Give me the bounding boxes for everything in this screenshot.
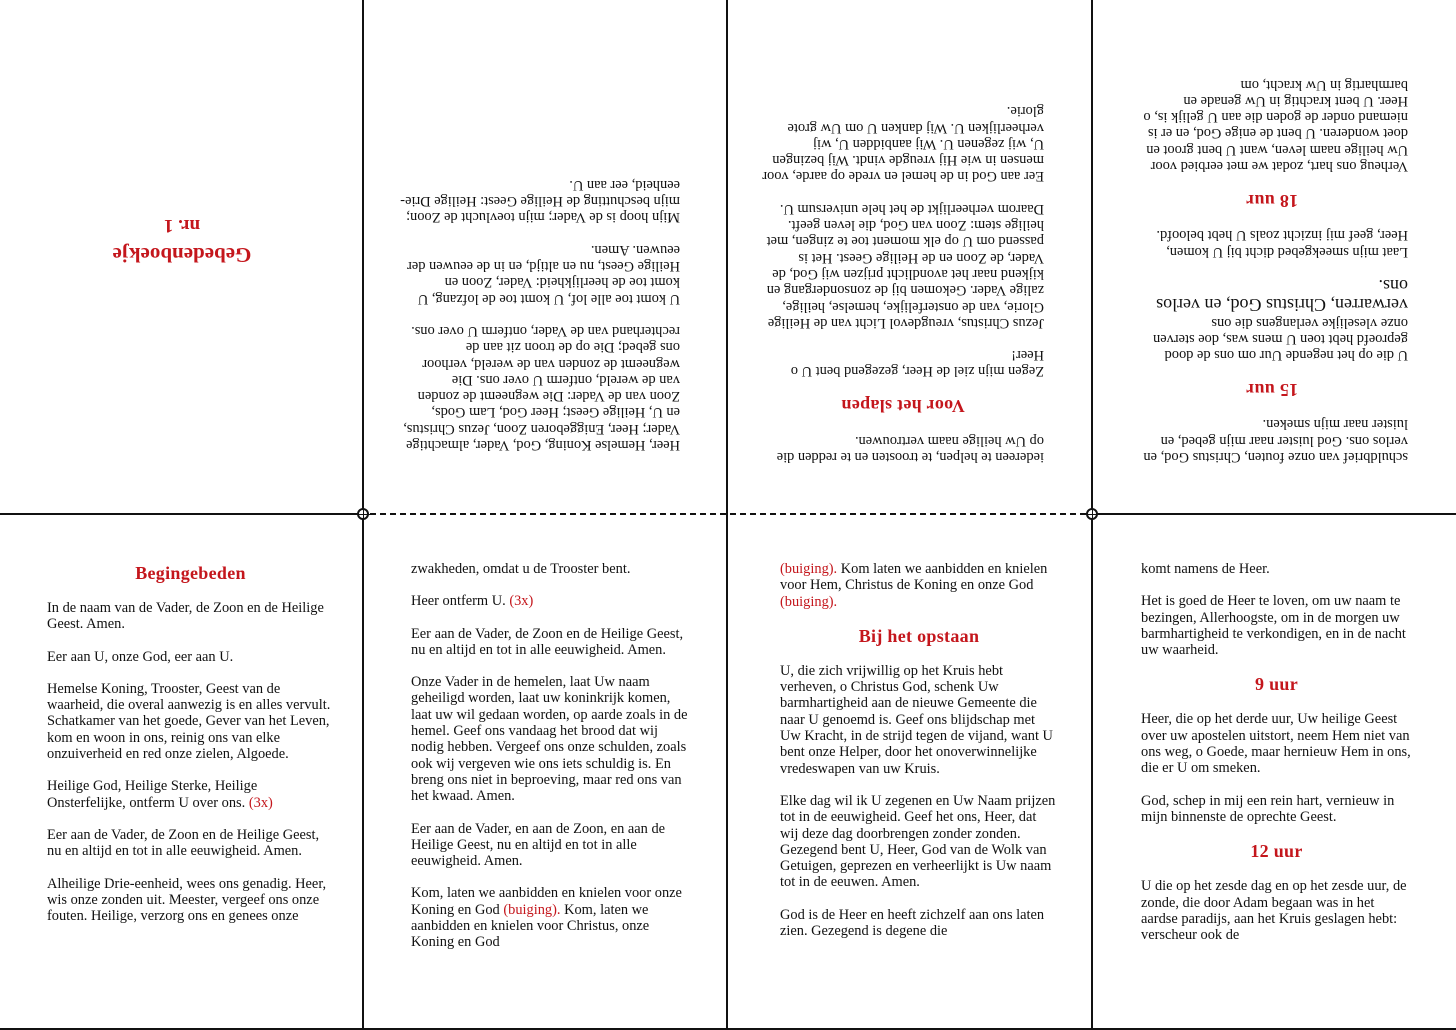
prayer-paragraph <box>411 593 694 609</box>
fold-line-horizontal <box>0 513 357 515</box>
prayer-paragraph: God is de Heer en heeft zichzelf aan ons laten zien. Gezegend is degene die <box>780 906 1045 940</box>
section-heading-18-uur: 18 uur <box>1245 191 1299 212</box>
prayer-paragraph: U komt toe alle lof, U komt toe de lofzang, U komt toe de heerlijkheid: Vader, Zoon en Heilige Geest, nu en altijd, en in de eeuwen der eeuwen. Amen. <box>407 241 680 307</box>
prayer-paragraph: U die op het zesde dag en op het zesde uur, de zonde, die door Adam begaan was in het aardse paradijs, aan het Kruis geslagen hebt: verscheur ook de <box>1141 878 1407 944</box>
registration-mark-icon <box>1086 508 1098 520</box>
section-heading-9-uur: 9 uur <box>1254 674 1298 695</box>
section-heading-voor-het-slapen: Voor het slapen <box>841 396 965 417</box>
panel-bottom-3 <box>728 515 1092 1030</box>
prayer-paragraph: iedereen te helpen, te troosten en te redden die op Uw heilige naam vertrouwen. <box>776 432 1044 465</box>
booklet-title: Gebedenboekje <box>112 243 252 267</box>
text-segment: U die op het negende Uur om ons de dood geproefd hebt toen U mens was, doe sterven onze vleselijke verlangens die ons <box>1153 314 1408 364</box>
text-segment-large: verwarren, Christus God, en verlos ons. <box>1156 275 1408 316</box>
prayer-paragraph: Verheug ons hart, zodat we met eerbied voor Uw heilige naam leven, want U bent groot en doet wonderen. U bent de enige God, en er is niemand onder de goden die aan U gelijk is, o Heer. U bent krachtig in Uw genade en barmhartig in Uw kracht, om <box>1143 76 1408 175</box>
prayer-paragraph: In de naam van de Vader, de Zoon en de Heilige Geest. Amen. <box>47 600 324 633</box>
rubric-marker: (buiging). <box>780 593 838 610</box>
prayer-paragraph: Eer aan de Vader, de Zoon en de Heilige Geest, nu en altijd en tot in alle eeuwigheid. Amen. <box>411 625 684 658</box>
rubric-marker: (buiging). <box>503 901 561 918</box>
section-heading-begingebeden: Begingebeden <box>135 563 246 583</box>
prayer-paragraph: Mijn hoop is de Vader; mijn toevlucht de Zoon; mijn beschutting de Heilige Geest: Heilige Drie-eenheid, eer aan U. <box>400 176 680 226</box>
prayer-paragraph: zwakheden, omdat u de Trooster bent. <box>411 561 631 577</box>
prayer-paragraph: schuldbrief van onze fouten, Christus God, en verlos ons. God luister naar mijn gebed, en luister naar mijn smeken. <box>1143 416 1408 465</box>
registration-mark-icon <box>357 508 369 520</box>
section-heading-15-uur: 15 uur <box>1245 380 1299 401</box>
panel-top-2 <box>364 0 728 515</box>
fold-line-horizontal <box>1098 513 1456 515</box>
prayer-paragraph: Jezus Christus, vreugdevol Licht van de Heilige Glorie, van de onsterfelijke, hemelse, heilige, zalige Vader. Gekomen bij de zonsondergang en kijkend naar het avondlicht prijzen wij God, de Vader, de Zoon en de Heilige Geest. Het is passend om U op elk moment toe te zingen, met heilige stem: Zoon van God, die leven geeft. Daarom verheerlijkt de het hele universum U. <box>766 200 1044 331</box>
prayer-paragraph: Heer, die op het derde uur, Uw heilige Geest over uw apostelen uitstort, neem Hem niet van ons weg, o Goede, maar hernieuw Hem in ons, die er U om smeken. <box>1141 711 1411 777</box>
fold-line-vertical <box>726 0 728 1030</box>
prayer-paragraph: Eer aan God in de hemel en vrede op aarde, voor mensen in wie Hij vreugde vindt. Wij bezingen U, wij zegenen U. Wij aanbidden U, wij verheerlijken U. Wij danken U om Uw grote glorie. <box>762 103 1044 185</box>
prayer-paragraph: Hemelse Koning, Trooster, Geest van de waarheid, die overal aanwezig is en alles vervult. Schatkamer van het goede, Gever van het Leven, kom en woon in ons, reinig ons van elke onzuiverheid en red onze zielen, Algoede. <box>47 680 331 763</box>
prayer-paragraph: God, schep in mij een rein hart, vernieuw in mijn binnenste de oprechte Geest. <box>1141 792 1395 825</box>
cut-line-dashed <box>370 513 1086 515</box>
cover-block <box>0 0 364 515</box>
text-segment: Kom, laten we aanbidden en knielen voor Christus, onze Koning en God <box>411 901 650 951</box>
prayer-paragraph: Het is goed de Heer te loven, om uw naam te bezingen, Allerhoogste, om in de morgen uw barmhartigheid te verkondigen, en in de nacht uw waarheid. <box>1141 593 1406 659</box>
panel-bottom-1 <box>0 515 364 1030</box>
panel-bottom-4 <box>1092 515 1456 1030</box>
booklet-number: nr. 1 <box>163 215 201 236</box>
prayer-paragraph: Eer aan de Vader, de Zoon en de Heilige Geest, nu en altijd en tot in alle eeuwigheid. Amen. <box>47 826 320 860</box>
prayer-paragraph: U, die zich vrijwillig op het Kruis hebt verheven, o Christus God, schenk Uw barmhartigheid aan de nieuwe Gemeente die naar U genoemd is. Geef ons blijdschap met Uw Kracht, in de strijd tegen de vijand, want U bent onze Helper, door het onoverwinnelijke vredeswapen van uw Kruis. <box>780 662 1053 777</box>
text-segment: Kom, laten we aanbidden en knielen voor onze Koning en God <box>411 885 682 918</box>
panel-cover <box>0 0 364 515</box>
prayer-paragraph <box>411 885 694 950</box>
prayer-paragraph <box>780 561 1058 610</box>
prayer-paragraph: komt namens de Heer. <box>1141 561 1270 577</box>
prayer-paragraph: Onze Vader in de hemelen, laat Uw naam geheiligd worden, laat uw koninkrijk komen, laat uw wil gedaan worden, op aarde zoals in de hemel. Geef ons vandaag het brood dat wij nodig hebben. Vergeef ons onze schulden, zoals ook wij vergeven wie ons iets schuldig is. En breng ons niet in beproeving, maar red ons van het kwaad. Amen. <box>411 674 688 805</box>
text-segment: Heer ontferm U. <box>411 593 506 610</box>
text-segment: Kom laten we aanbidden en knielen voor Hem, Christus de Koning en onze God <box>780 561 1048 594</box>
panel-bottom-2 <box>364 515 728 1030</box>
panel-top-3 <box>728 0 1092 515</box>
prayer-paragraph: Alheilige Drie-eenheid, wees ons genadig. Heer, wis onze zonden uit. Meester, vergeef ons onze fouten. Heilige, verzorg ons en genees onze <box>47 875 327 925</box>
prayer-paragraph <box>1136 276 1408 363</box>
prayer-paragraph: Heer, Hemelse Koning, God, Vader, almachtige Vader; Heer, Eniggeboren Zoon, Jezus Christus, en U, Heilige Geest; Heer God, Lam Gods, Zoon van de Vader: Die wegneemt de zonden van de wereld, ontferm U over ons. Die wegneemt de zonden van de wereld, verhoor ons gebed; Die op de troon zit aan de rechterhand van de Vader, ontferm U over ons. <box>403 322 680 453</box>
prayer-paragraph: Elke dag wil ik U zegenen en Uw Naam prijzen tot in de eeuwigheid. Geef het ons, Heer, dat wij deze dag doorbrengen zonder zonden. Gezegend bent U, Heer, God van de Wolk van Getuigen, geprezen en verheerlijkt is Uw naam tot in de eeuwen. Amen. <box>780 792 1056 891</box>
repeat-marker: (3x) <box>248 794 273 811</box>
prayer-paragraph: Eer aan U, onze God, eer aan U. <box>47 648 234 665</box>
prayer-paragraph: Eer aan de Vader, en aan de Zoon, en aan de Heilige Geest, nu en altijd en tot in alle eeuwigheid. Amen. <box>411 820 666 870</box>
panel-top-4 <box>1092 0 1456 515</box>
section-heading-bij-het-opstaan: Bij het opstaan <box>858 625 980 646</box>
prayer-paragraph <box>47 778 334 811</box>
text-segment: Heilige God, Heilige Sterke, Heilige Onsterfelijke, ontferm U over ons. <box>47 778 258 811</box>
prayer-paragraph: Laat mijn smeekgebed dicht bij U komen, Heer, geef mij inzicht zoals U hebt beloofd. <box>1156 227 1408 260</box>
rubric-marker: (buiging). <box>780 561 838 577</box>
section-heading-12-uur: 12 uur <box>1250 841 1303 862</box>
repeat-marker: (3x) <box>509 593 534 610</box>
prayer-paragraph: Zegen mijn ziel de Heer, gezegend bent U o Heer! <box>790 347 1044 380</box>
